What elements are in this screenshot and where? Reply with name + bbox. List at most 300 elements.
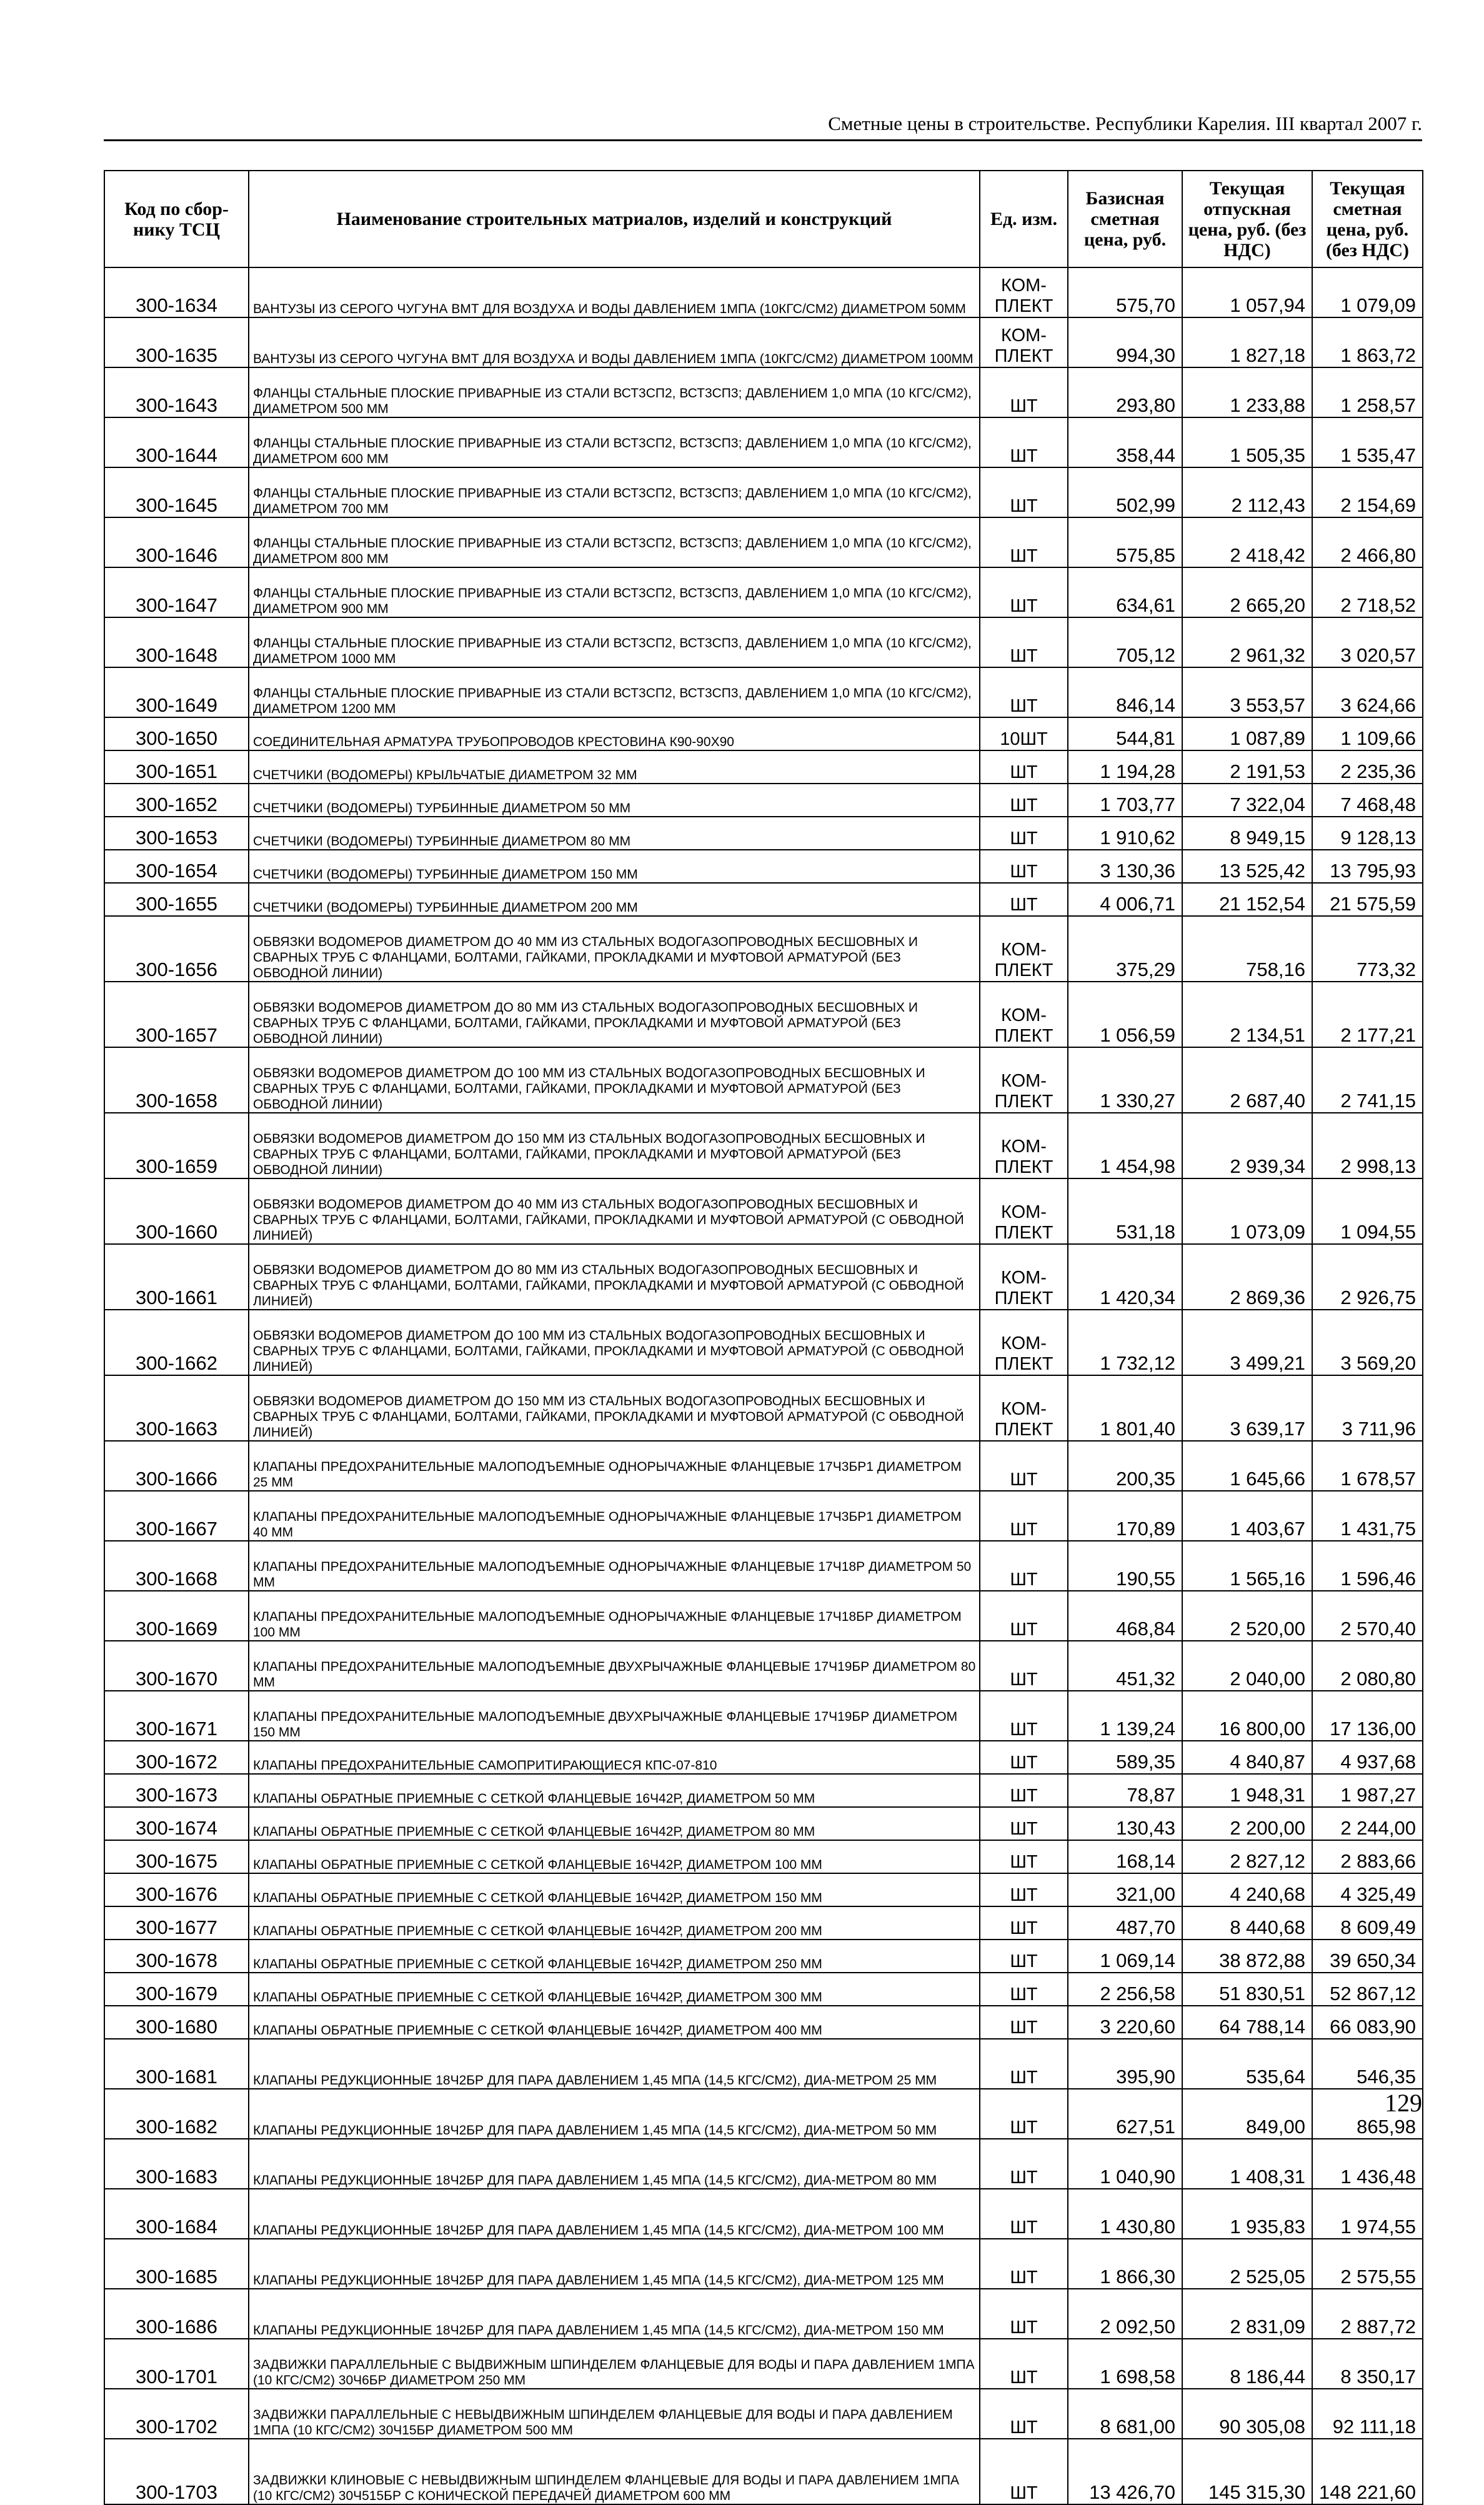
table-row xyxy=(104,617,1423,667)
item-name: КЛАПАНЫ ПРЕДОХРАНИТЕЛЬНЫЕ МАЛОПОДЪЕМНЫЕ ОДНОРЫЧАЖНЫЕ ФЛАНЦЕВЫЕ 17Ч18Р ДИАМЕТРОМ 50 ММ xyxy=(249,1541,980,1591)
table-row xyxy=(104,1178,1423,1244)
item-unit: ШТ xyxy=(980,2239,1068,2289)
item-code: 300-1643 xyxy=(104,367,249,417)
item-code: 300-1663 xyxy=(104,1375,249,1441)
base-price: 321,00 xyxy=(1068,1873,1182,1906)
item-code: 300-1703 xyxy=(104,2439,249,2504)
base-price: 1 139,24 xyxy=(1068,1691,1182,1741)
item-name: ФЛАНЦЫ СТАЛЬНЫЕ ПЛОСКИЕ ПРИВАРНЫЕ ИЗ СТАЛИ ВСТ3СП2, ВСТ3СП3; ДАВЛЕНИЕМ 1,0 МПА (10 КГС/СМ2), ДИАМЕТРОМ 700 ММ xyxy=(249,467,980,517)
release-price: 13 525,42 xyxy=(1182,850,1312,883)
item-unit: ШТ xyxy=(980,1541,1068,1591)
item-code: 300-1677 xyxy=(104,1906,249,1940)
release-price: 2 831,09 xyxy=(1182,2289,1312,2339)
table-row xyxy=(104,1641,1423,1691)
item-name: КЛАПАНЫ ОБРАТНЫЕ ПРИЕМНЫЕ С СЕТКОЙ ФЛАНЦЕВЫЕ 16Ч42Р, ДИАМЕТРОМ 150 ММ xyxy=(249,1873,980,1906)
estimate-price: 2 741,15 xyxy=(1312,1047,1423,1113)
item-unit: ШТ xyxy=(980,517,1068,567)
table-row xyxy=(104,2006,1423,2039)
release-price: 1 935,83 xyxy=(1182,2189,1312,2239)
item-name: ЗАДВИЖКИ КЛИНОВЫЕ С НЕВЫДВИЖНЫМ ШПИНДЕЛЕМ ФЛАНЦЕВЫЕ ДЛЯ ВОДЫ И ПАРА ДАВЛЕНИЕМ 1МПА (10 КГС/СМ2) 30Ч515БР С КОНИЧЕСКОЙ ПЕРЕДАЧЕЙ ДИАМЕТРОМ 600 ММ xyxy=(249,2439,980,2504)
col-header-name: Наименование строительных матриалов, изделий и конструкций xyxy=(249,171,980,267)
release-price: 849,00 xyxy=(1182,2089,1312,2139)
release-price: 1 827,18 xyxy=(1182,317,1312,367)
table-row xyxy=(104,2189,1423,2239)
item-unit: ШТ xyxy=(980,1873,1068,1906)
estimate-price: 1 863,72 xyxy=(1312,317,1423,367)
release-price: 2 869,36 xyxy=(1182,1244,1312,1310)
base-price: 1 698,58 xyxy=(1068,2339,1182,2389)
item-code: 300-1684 xyxy=(104,2189,249,2239)
table-row xyxy=(104,1441,1423,1491)
item-unit: ШТ xyxy=(980,2389,1068,2439)
base-price: 1 910,62 xyxy=(1068,817,1182,850)
estimate-price: 52 867,12 xyxy=(1312,1973,1423,2006)
item-unit: ШТ xyxy=(980,1906,1068,1940)
item-name: ФЛАНЦЫ СТАЛЬНЫЕ ПЛОСКИЕ ПРИВАРНЫЕ ИЗ СТАЛИ ВСТ3СП2, ВСТ3СП3; ДАВЛЕНИЕМ 1,0 МПА (10 КГС/СМ2), ДИАМЕТРОМ 800 ММ xyxy=(249,517,980,567)
item-unit: ШТ xyxy=(980,1940,1068,1973)
item-unit: ШТ xyxy=(980,1691,1068,1741)
base-price: 78,87 xyxy=(1068,1774,1182,1807)
base-price: 1 703,77 xyxy=(1068,784,1182,817)
base-price: 627,51 xyxy=(1068,2089,1182,2139)
item-unit: ШТ xyxy=(980,817,1068,850)
table-row xyxy=(104,417,1423,467)
item-name: ОБВЯЗКИ ВОДОМЕРОВ ДИАМЕТРОМ ДО 80 ММ ИЗ СТАЛЬНЫХ ВОДОГАЗОПРОВОДНЫХ БЕСШОВНЫХ И СВАРНЫХ ТРУБ С ФЛАНЦАМИ, БОЛТАМИ, ГАЙКАМИ, ПРОКЛАДКАМИ И МУФТОВОЙ АРМАТУРОЙ (БЕЗ ОБВОДНОЙ ЛИНИИ) xyxy=(249,982,980,1047)
item-name: КЛАПАНЫ РЕДУКЦИОННЫЕ 18Ч2БР ДЛЯ ПАРА ДАВЛЕНИЕМ 1,45 МПА (14,5 КГС/СМ2), ДИА-МЕТРОМ 25 ММ xyxy=(249,2039,980,2089)
base-price: 1 194,28 xyxy=(1068,750,1182,784)
release-price: 7 322,04 xyxy=(1182,784,1312,817)
item-name: КЛАПАНЫ РЕДУКЦИОННЫЕ 18Ч2БР ДЛЯ ПАРА ДАВЛЕНИЕМ 1,45 МПА (14,5 КГС/СМ2), ДИА-МЕТРОМ 100 ММ xyxy=(249,2189,980,2239)
item-unit: ШТ xyxy=(980,1774,1068,1807)
item-unit: ШТ xyxy=(980,2339,1068,2389)
base-price: 468,84 xyxy=(1068,1591,1182,1641)
estimate-price: 7 468,48 xyxy=(1312,784,1423,817)
item-code: 300-1667 xyxy=(104,1491,249,1541)
item-code: 300-1673 xyxy=(104,1774,249,1807)
item-unit: КОМ-ПЛЕКТ xyxy=(980,916,1068,982)
item-code: 300-1635 xyxy=(104,317,249,367)
release-price: 2 687,40 xyxy=(1182,1047,1312,1113)
base-price: 1 040,90 xyxy=(1068,2139,1182,2189)
item-code: 300-1682 xyxy=(104,2089,249,2139)
estimate-price: 1 436,48 xyxy=(1312,2139,1423,2189)
item-code: 300-1662 xyxy=(104,1310,249,1375)
item-code: 300-1658 xyxy=(104,1047,249,1113)
item-code: 300-1634 xyxy=(104,267,249,317)
table-row xyxy=(104,717,1423,750)
release-price: 2 961,32 xyxy=(1182,617,1312,667)
item-name: ФЛАНЦЫ СТАЛЬНЫЕ ПЛОСКИЕ ПРИВАРНЫЕ ИЗ СТАЛИ ВСТ3СП2, ВСТ3СП3; ДАВЛЕНИЕМ 1,0 МПА (10 КГС/СМ2), ДИАМЕТРОМ 500 ММ xyxy=(249,367,980,417)
item-unit: ШТ xyxy=(980,1641,1068,1691)
table-row xyxy=(104,1047,1423,1113)
item-unit: ШТ xyxy=(980,367,1068,417)
item-name: КЛАПАНЫ РЕДУКЦИОННЫЕ 18Ч2БР ДЛЯ ПАРА ДАВЛЕНИЕМ 1,45 МПА (14,5 КГС/СМ2), ДИА-МЕТРОМ 80 ММ xyxy=(249,2139,980,2189)
release-price: 1 233,88 xyxy=(1182,367,1312,417)
item-name: КЛАПАНЫ ПРЕДОХРАНИТЕЛЬНЫЕ МАЛОПОДЪЕМНЫЕ ОДНОРЫЧАЖНЫЕ ФЛАНЦЕВЫЕ 17Ч3БР1 ДИАМЕТРОМ 40 ММ xyxy=(249,1491,980,1541)
base-price: 1 056,59 xyxy=(1068,982,1182,1047)
item-name: ЗАДВИЖКИ ПАРАЛЛЕЛЬНЫЕ С НЕВЫДВИЖНЫМ ШПИНДЕЛЕМ ФЛАНЦЕВЫЕ ДЛЯ ВОДЫ И ПАРА ДАВЛЕНИЕМ 1МПА (10 КГС/СМ2) 30Ч15БР ДИАМЕТРОМ 500 ММ xyxy=(249,2389,980,2439)
table-row xyxy=(104,2439,1423,2504)
estimate-price: 1 974,55 xyxy=(1312,2189,1423,2239)
base-price: 8 681,00 xyxy=(1068,2389,1182,2439)
table-row xyxy=(104,2339,1423,2389)
item-unit: ШТ xyxy=(980,883,1068,916)
base-price: 634,61 xyxy=(1068,567,1182,617)
item-unit: ШТ xyxy=(980,617,1068,667)
estimate-price: 3 569,20 xyxy=(1312,1310,1423,1375)
table-row xyxy=(104,1906,1423,1940)
table-row xyxy=(104,1774,1423,1807)
item-unit: 10ШТ xyxy=(980,717,1068,750)
item-unit: КОМ-ПЛЕКТ xyxy=(980,982,1068,1047)
table-row xyxy=(104,1375,1423,1441)
estimate-price: 865,98 xyxy=(1312,2089,1423,2139)
item-unit: ШТ xyxy=(980,1973,1068,2006)
release-price: 38 872,88 xyxy=(1182,1940,1312,1973)
base-price: 3 220,60 xyxy=(1068,2006,1182,2039)
estimate-price: 21 575,59 xyxy=(1312,883,1423,916)
col-header-base-price: Базисная сметная цена, руб. xyxy=(1068,171,1182,267)
release-price: 1 087,89 xyxy=(1182,717,1312,750)
item-code: 300-1655 xyxy=(104,883,249,916)
item-unit: КОМ-ПЛЕКТ xyxy=(980,1244,1068,1310)
estimate-price: 1 109,66 xyxy=(1312,717,1423,750)
estimate-price: 1 079,09 xyxy=(1312,267,1423,317)
estimate-price: 3 711,96 xyxy=(1312,1375,1423,1441)
release-price: 758,16 xyxy=(1182,916,1312,982)
item-name: КЛАПАНЫ ПРЕДОХРАНИТЕЛЬНЫЕ МАЛОПОДЪЕМНЫЕ ОДНОРЫЧАЖНЫЕ ФЛАНЦЕВЫЕ 17Ч3БР1 ДИАМЕТРОМ 25 ММ xyxy=(249,1441,980,1491)
table-row xyxy=(104,916,1423,982)
release-price: 3 639,17 xyxy=(1182,1375,1312,1441)
item-code: 300-1686 xyxy=(104,2289,249,2339)
item-name: ОБВЯЗКИ ВОДОМЕРОВ ДИАМЕТРОМ ДО 150 ММ ИЗ СТАЛЬНЫХ ВОДОГАЗОПРОВОДНЫХ БЕСШОВНЫХ И СВАРНЫХ ТРУБ С ФЛАНЦАМИ, БОЛТАМИ, ГАЙКАМИ, ПРОКЛАДКАМИ И МУФТОВОЙ АРМАТУРОЙ (БЕЗ ОБВОДНОЙ ЛИНИИ) xyxy=(249,1113,980,1178)
base-price: 168,14 xyxy=(1068,1840,1182,1873)
item-unit: ШТ xyxy=(980,567,1068,617)
item-name: СОЕДИНИТЕЛЬНАЯ АРМАТУРА ТРУБОПРОВОДОВ КРЕСТОВИНА К90-90Х90 xyxy=(249,717,980,750)
item-code: 300-1657 xyxy=(104,982,249,1047)
item-name: ФЛАНЦЫ СТАЛЬНЫЕ ПЛОСКИЕ ПРИВАРНЫЕ ИЗ СТАЛИ ВСТ3СП2, ВСТ3СП3, ДАВЛЕНИЕМ 1,0 МПА (10 КГС/СМ2), ДИАМЕТРОМ 1200 ММ xyxy=(249,667,980,717)
estimate-price: 2 926,75 xyxy=(1312,1244,1423,1310)
base-price: 1 866,30 xyxy=(1068,2239,1182,2289)
release-price: 1 408,31 xyxy=(1182,2139,1312,2189)
item-name: ОБВЯЗКИ ВОДОМЕРОВ ДИАМЕТРОМ ДО 40 ММ ИЗ СТАЛЬНЫХ ВОДОГАЗОПРОВОДНЫХ БЕСШОВНЫХ И СВАРНЫХ ТРУБ С ФЛАНЦАМИ, БОЛТАМИ, ГАЙКАМИ, ПРОКЛАДКАМИ И МУФТОВОЙ АРМАТУРОЙ (С ОБВОДНОЙ ЛИНИЕЙ) xyxy=(249,1178,980,1244)
item-unit: ШТ xyxy=(980,2006,1068,2039)
base-price: 2 092,50 xyxy=(1068,2289,1182,2339)
estimate-price: 2 887,72 xyxy=(1312,2289,1423,2339)
table-row xyxy=(104,1840,1423,1873)
base-price: 395,90 xyxy=(1068,2039,1182,2089)
item-name: КЛАПАНЫ РЕДУКЦИОННЫЕ 18Ч2БР ДЛЯ ПАРА ДАВЛЕНИЕМ 1,45 МПА (14,5 КГС/СМ2), ДИА-МЕТРОМ 50 ММ xyxy=(249,2089,980,2139)
table-row xyxy=(104,2389,1423,2439)
item-unit: ШТ xyxy=(980,784,1068,817)
table-row xyxy=(104,750,1423,784)
item-code: 300-1681 xyxy=(104,2039,249,2089)
estimate-price: 148 221,60 xyxy=(1312,2439,1423,2504)
estimate-price: 1 431,75 xyxy=(1312,1491,1423,1541)
col-header-estimate-price: Текущая сметная цена, руб. (без НДС) xyxy=(1312,171,1423,267)
release-price: 2 191,53 xyxy=(1182,750,1312,784)
item-name: КЛАПАНЫ ОБРАТНЫЕ ПРИЕМНЫЕ С СЕТКОЙ ФЛАНЦЕВЫЕ 16Ч42Р, ДИАМЕТРОМ 400 ММ xyxy=(249,2006,980,2039)
release-price: 2 525,05 xyxy=(1182,2239,1312,2289)
item-code: 300-1671 xyxy=(104,1691,249,1741)
base-price: 451,32 xyxy=(1068,1641,1182,1691)
release-price: 1 565,16 xyxy=(1182,1541,1312,1591)
table-row xyxy=(104,317,1423,367)
item-code: 300-1676 xyxy=(104,1873,249,1906)
item-name: КЛАПАНЫ ОБРАТНЫЕ ПРИЕМНЫЕ С СЕТКОЙ ФЛАНЦЕВЫЕ 16Ч42Р, ДИАМЕТРОМ 200 ММ xyxy=(249,1906,980,1940)
header-rule xyxy=(104,139,1422,141)
base-price: 544,81 xyxy=(1068,717,1182,750)
item-name: КЛАПАНЫ ПРЕДОХРАНИТЕЛЬНЫЕ МАЛОПОДЪЕМНЫЕ ОДНОРЫЧАЖНЫЕ ФЛАНЦЕВЫЕ 17Ч18БР ДИАМЕТРОМ 100 ММ xyxy=(249,1591,980,1641)
table-row xyxy=(104,1244,1423,1310)
item-code: 300-1683 xyxy=(104,2139,249,2189)
table-row xyxy=(104,1113,1423,1178)
table-row xyxy=(104,1691,1423,1741)
base-price: 1 430,80 xyxy=(1068,2189,1182,2239)
table-row xyxy=(104,567,1423,617)
item-unit: ШТ xyxy=(980,850,1068,883)
item-code: 300-1646 xyxy=(104,517,249,567)
base-price: 531,18 xyxy=(1068,1178,1182,1244)
estimate-price: 8 350,17 xyxy=(1312,2339,1423,2389)
release-price: 8 186,44 xyxy=(1182,2339,1312,2389)
item-unit: ШТ xyxy=(980,750,1068,784)
item-code: 300-1674 xyxy=(104,1807,249,1840)
item-code: 300-1645 xyxy=(104,467,249,517)
release-price: 1 073,09 xyxy=(1182,1178,1312,1244)
item-name: КЛАПАНЫ ПРЕДОХРАНИТЕЛЬНЫЕ МАЛОПОДЪЕМНЫЕ ДВУХРЫЧАЖНЫЕ ФЛАНЦЕВЫЕ 17Ч19БР ДИАМЕТРОМ 150 ММ xyxy=(249,1691,980,1741)
item-unit: КОМ-ПЛЕКТ xyxy=(980,317,1068,367)
item-code: 300-1652 xyxy=(104,784,249,817)
item-unit: ШТ xyxy=(980,417,1068,467)
release-price: 2 134,51 xyxy=(1182,982,1312,1047)
table-row xyxy=(104,784,1423,817)
release-price: 16 800,00 xyxy=(1182,1691,1312,1741)
item-name: СЧЕТЧИКИ (ВОДОМЕРЫ) ТУРБИННЫЕ ДИАМЕТРОМ 150 ММ xyxy=(249,850,980,883)
estimate-price: 39 650,34 xyxy=(1312,1940,1423,1973)
table-row xyxy=(104,1873,1423,1906)
release-price: 8 440,68 xyxy=(1182,1906,1312,1940)
table-body xyxy=(104,267,1423,2504)
table-row xyxy=(104,467,1423,517)
item-name: ЗАДВИЖКИ ПАРАЛЛЕЛЬНЫЕ С ВЫДВИЖНЫМ ШПИНДЕЛЕМ ФЛАНЦЕВЫЕ ДЛЯ ВОДЫ И ПАРА ДАВЛЕНИЕМ 1МПА (10 КГС/СМ2) 30Ч6БР ДИАМЕТРОМ 250 ММ xyxy=(249,2339,980,2389)
table-row xyxy=(104,267,1423,317)
table-row xyxy=(104,1310,1423,1375)
table-row xyxy=(104,1940,1423,1973)
base-price: 705,12 xyxy=(1068,617,1182,667)
estimate-price: 3 624,66 xyxy=(1312,667,1423,717)
item-unit: ШТ xyxy=(980,2139,1068,2189)
table-row xyxy=(104,850,1423,883)
item-code: 300-1685 xyxy=(104,2239,249,2289)
base-price: 575,70 xyxy=(1068,267,1182,317)
item-unit: ШТ xyxy=(980,467,1068,517)
price-table xyxy=(104,170,1423,2505)
release-price: 8 949,15 xyxy=(1182,817,1312,850)
estimate-price: 2 080,80 xyxy=(1312,1641,1423,1691)
base-price: 846,14 xyxy=(1068,667,1182,717)
item-unit: КОМ-ПЛЕКТ xyxy=(980,267,1068,317)
page-header: Сметные цены в строительстве. Республики Карелия. III квартал 2007 г. xyxy=(828,112,1422,134)
item-code: 300-1654 xyxy=(104,850,249,883)
base-price: 293,80 xyxy=(1068,367,1182,417)
item-code: 300-1647 xyxy=(104,567,249,617)
table-row xyxy=(104,1591,1423,1641)
estimate-price: 2 466,80 xyxy=(1312,517,1423,567)
table-row xyxy=(104,2139,1423,2189)
estimate-price: 1 535,47 xyxy=(1312,417,1423,467)
estimate-price: 92 111,18 xyxy=(1312,2389,1423,2439)
release-price: 4 840,87 xyxy=(1182,1741,1312,1774)
release-price: 1 645,66 xyxy=(1182,1441,1312,1491)
release-price: 2 827,12 xyxy=(1182,1840,1312,1873)
item-name: КЛАПАНЫ ПРЕДОХРАНИТЕЛЬНЫЕ САМОПРИТИРАЮЩИЕСЯ КПС-07-810 xyxy=(249,1741,980,1774)
item-code: 300-1670 xyxy=(104,1641,249,1691)
item-code: 300-1653 xyxy=(104,817,249,850)
item-unit: ШТ xyxy=(980,2289,1068,2339)
item-unit: КОМ-ПЛЕКТ xyxy=(980,1047,1068,1113)
estimate-price: 2 177,21 xyxy=(1312,982,1423,1047)
estimate-price: 2 883,66 xyxy=(1312,1840,1423,1873)
item-name: СЧЕТЧИКИ (ВОДОМЕРЫ) ТУРБИННЫЕ ДИАМЕТРОМ 50 ММ xyxy=(249,784,980,817)
item-unit: ШТ xyxy=(980,1807,1068,1840)
item-code: 300-1651 xyxy=(104,750,249,784)
item-code: 300-1661 xyxy=(104,1244,249,1310)
estimate-price: 13 795,93 xyxy=(1312,850,1423,883)
base-price: 502,99 xyxy=(1068,467,1182,517)
base-price: 1 732,12 xyxy=(1068,1310,1182,1375)
base-price: 130,43 xyxy=(1068,1807,1182,1840)
base-price: 1 801,40 xyxy=(1068,1375,1182,1441)
release-price: 145 315,30 xyxy=(1182,2439,1312,2504)
table-row xyxy=(104,1807,1423,1840)
item-unit: ШТ xyxy=(980,2089,1068,2139)
estimate-price: 2 998,13 xyxy=(1312,1113,1423,1178)
estimate-price: 1 678,57 xyxy=(1312,1441,1423,1491)
base-price: 358,44 xyxy=(1068,417,1182,467)
table-row xyxy=(104,2039,1423,2089)
estimate-price: 2 235,36 xyxy=(1312,750,1423,784)
release-price: 2 040,00 xyxy=(1182,1641,1312,1691)
release-price: 2 112,43 xyxy=(1182,467,1312,517)
item-code: 300-1680 xyxy=(104,2006,249,2039)
release-price: 2 520,00 xyxy=(1182,1591,1312,1641)
base-price: 1 069,14 xyxy=(1068,1940,1182,1973)
base-price: 4 006,71 xyxy=(1068,883,1182,916)
estimate-price: 17 136,00 xyxy=(1312,1691,1423,1741)
item-code: 300-1678 xyxy=(104,1940,249,1973)
table-row xyxy=(104,883,1423,916)
base-price: 190,55 xyxy=(1068,1541,1182,1591)
col-header-unit: Ед. изм. xyxy=(980,171,1068,267)
estimate-price: 1 987,27 xyxy=(1312,1774,1423,1807)
table-row xyxy=(104,1491,1423,1541)
table-row xyxy=(104,982,1423,1047)
item-code: 300-1659 xyxy=(104,1113,249,1178)
estimate-price: 4 937,68 xyxy=(1312,1741,1423,1774)
estimate-price: 1 258,57 xyxy=(1312,367,1423,417)
item-name: КЛАПАНЫ РЕДУКЦИОННЫЕ 18Ч2БР ДЛЯ ПАРА ДАВЛЕНИЕМ 1,45 МПА (14,5 КГС/СМ2), ДИА-МЕТРОМ 150 ММ xyxy=(249,2289,980,2339)
item-name: КЛАПАНЫ ОБРАТНЫЕ ПРИЕМНЫЕ С СЕТКОЙ ФЛАНЦЕВЫЕ 16Ч42Р, ДИАМЕТРОМ 50 ММ xyxy=(249,1774,980,1807)
item-unit: КОМ-ПЛЕКТ xyxy=(980,1375,1068,1441)
item-name: КЛАПАНЫ РЕДУКЦИОННЫЕ 18Ч2БР ДЛЯ ПАРА ДАВЛЕНИЕМ 1,45 МПА (14,5 КГС/СМ2), ДИА-МЕТРОМ 125 ММ xyxy=(249,2239,980,2289)
table-row xyxy=(104,517,1423,567)
item-unit: ШТ xyxy=(980,2439,1068,2504)
item-unit: ШТ xyxy=(980,1491,1068,1541)
item-code: 300-1656 xyxy=(104,916,249,982)
table-row xyxy=(104,367,1423,417)
item-unit: ШТ xyxy=(980,667,1068,717)
release-price: 1 505,35 xyxy=(1182,417,1312,467)
release-price: 21 152,54 xyxy=(1182,883,1312,916)
item-name: ВАНТУЗЫ ИЗ СЕРОГО ЧУГУНА ВМТ ДЛЯ ВОЗДУХА И ВОДЫ ДАВЛЕНИЕМ 1МПА (10КГС/СМ2) ДИАМЕТРОМ 100ММ xyxy=(249,317,980,367)
table-header-row xyxy=(104,171,1423,267)
item-unit: ШТ xyxy=(980,1591,1068,1641)
item-name: СЧЕТЧИКИ (ВОДОМЕРЫ) КРЫЛЬЧАТЫЕ ДИАМЕТРОМ 32 ММ xyxy=(249,750,980,784)
estimate-price: 2 575,55 xyxy=(1312,2239,1423,2289)
estimate-price: 2 570,40 xyxy=(1312,1591,1423,1641)
item-unit: ШТ xyxy=(980,1741,1068,1774)
estimate-price: 773,32 xyxy=(1312,916,1423,982)
item-name: ОБВЯЗКИ ВОДОМЕРОВ ДИАМЕТРОМ ДО 150 ММ ИЗ СТАЛЬНЫХ ВОДОГАЗОПРОВОДНЫХ БЕСШОВНЫХ И СВАРНЫХ ТРУБ С ФЛАНЦАМИ, БОЛТАМИ, ГАЙКАМИ, ПРОКЛАДКАМИ И МУФТОВОЙ АРМАТУРОЙ (С ОБВОДНОЙ ЛИНИЕЙ) xyxy=(249,1375,980,1441)
base-price: 575,85 xyxy=(1068,517,1182,567)
release-price: 1 403,67 xyxy=(1182,1491,1312,1541)
base-price: 170,89 xyxy=(1068,1491,1182,1541)
item-code: 300-1648 xyxy=(104,617,249,667)
col-header-code: Код по сбор-нику ТСЦ xyxy=(104,171,249,267)
item-unit: КОМ-ПЛЕКТ xyxy=(980,1113,1068,1178)
item-code: 300-1649 xyxy=(104,667,249,717)
release-price: 2 939,34 xyxy=(1182,1113,1312,1178)
base-price: 13 426,70 xyxy=(1068,2439,1182,2504)
base-price: 589,35 xyxy=(1068,1741,1182,1774)
release-price: 1 948,31 xyxy=(1182,1774,1312,1807)
base-price: 2 256,58 xyxy=(1068,1973,1182,2006)
release-price: 2 200,00 xyxy=(1182,1807,1312,1840)
release-price: 64 788,14 xyxy=(1182,2006,1312,2039)
item-unit: КОМ-ПЛЕКТ xyxy=(980,1178,1068,1244)
base-price: 1 454,98 xyxy=(1068,1113,1182,1178)
estimate-price: 3 020,57 xyxy=(1312,617,1423,667)
item-code: 300-1668 xyxy=(104,1541,249,1591)
item-code: 300-1702 xyxy=(104,2389,249,2439)
base-price: 994,30 xyxy=(1068,317,1182,367)
estimate-price: 8 609,49 xyxy=(1312,1906,1423,1940)
item-name: КЛАПАНЫ ОБРАТНЫЕ ПРИЕМНЫЕ С СЕТКОЙ ФЛАНЦЕВЫЕ 16Ч42Р, ДИАМЕТРОМ 80 ММ xyxy=(249,1807,980,1840)
estimate-price: 4 325,49 xyxy=(1312,1873,1423,1906)
release-price: 3 553,57 xyxy=(1182,667,1312,717)
base-price: 375,29 xyxy=(1068,916,1182,982)
item-code: 300-1644 xyxy=(104,417,249,467)
item-unit: КОМ-ПЛЕКТ xyxy=(980,1310,1068,1375)
item-name: КЛАПАНЫ ПРЕДОХРАНИТЕЛЬНЫЕ МАЛОПОДЪЕМНЫЕ ДВУХРЫЧАЖНЫЕ ФЛАНЦЕВЫЕ 17Ч19БР ДИАМЕТРОМ 80 ММ xyxy=(249,1641,980,1691)
table-row xyxy=(104,1541,1423,1591)
base-price: 1 330,27 xyxy=(1068,1047,1182,1113)
table-row xyxy=(104,667,1423,717)
item-unit: ШТ xyxy=(980,2039,1068,2089)
item-name: КЛАПАНЫ ОБРАТНЫЕ ПРИЕМНЫЕ С СЕТКОЙ ФЛАНЦЕВЫЕ 16Ч42Р, ДИАМЕТРОМ 100 ММ xyxy=(249,1840,980,1873)
item-code: 300-1650 xyxy=(104,717,249,750)
table-row xyxy=(104,2089,1423,2139)
item-name: ФЛАНЦЫ СТАЛЬНЫЕ ПЛОСКИЕ ПРИВАРНЫЕ ИЗ СТАЛИ ВСТ3СП2, ВСТ3СП3; ДАВЛЕНИЕМ 1,0 МПА (10 КГС/СМ2), ДИАМЕТРОМ 600 ММ xyxy=(249,417,980,467)
item-code: 300-1675 xyxy=(104,1840,249,1873)
estimate-price: 2 154,69 xyxy=(1312,467,1423,517)
table-row xyxy=(104,1973,1423,2006)
item-name: ФЛАНЦЫ СТАЛЬНЫЕ ПЛОСКИЕ ПРИВАРНЫЕ ИЗ СТАЛИ ВСТ3СП2, ВСТ3СП3, ДАВЛЕНИЕМ 1,0 МПА (10 КГС/СМ2), ДИАМЕТРОМ 1000 ММ xyxy=(249,617,980,667)
table-row xyxy=(104,2239,1423,2289)
estimate-price: 66 083,90 xyxy=(1312,2006,1423,2039)
col-header-release-price: Текущая отпускная цена, руб. (без НДС) xyxy=(1182,171,1312,267)
